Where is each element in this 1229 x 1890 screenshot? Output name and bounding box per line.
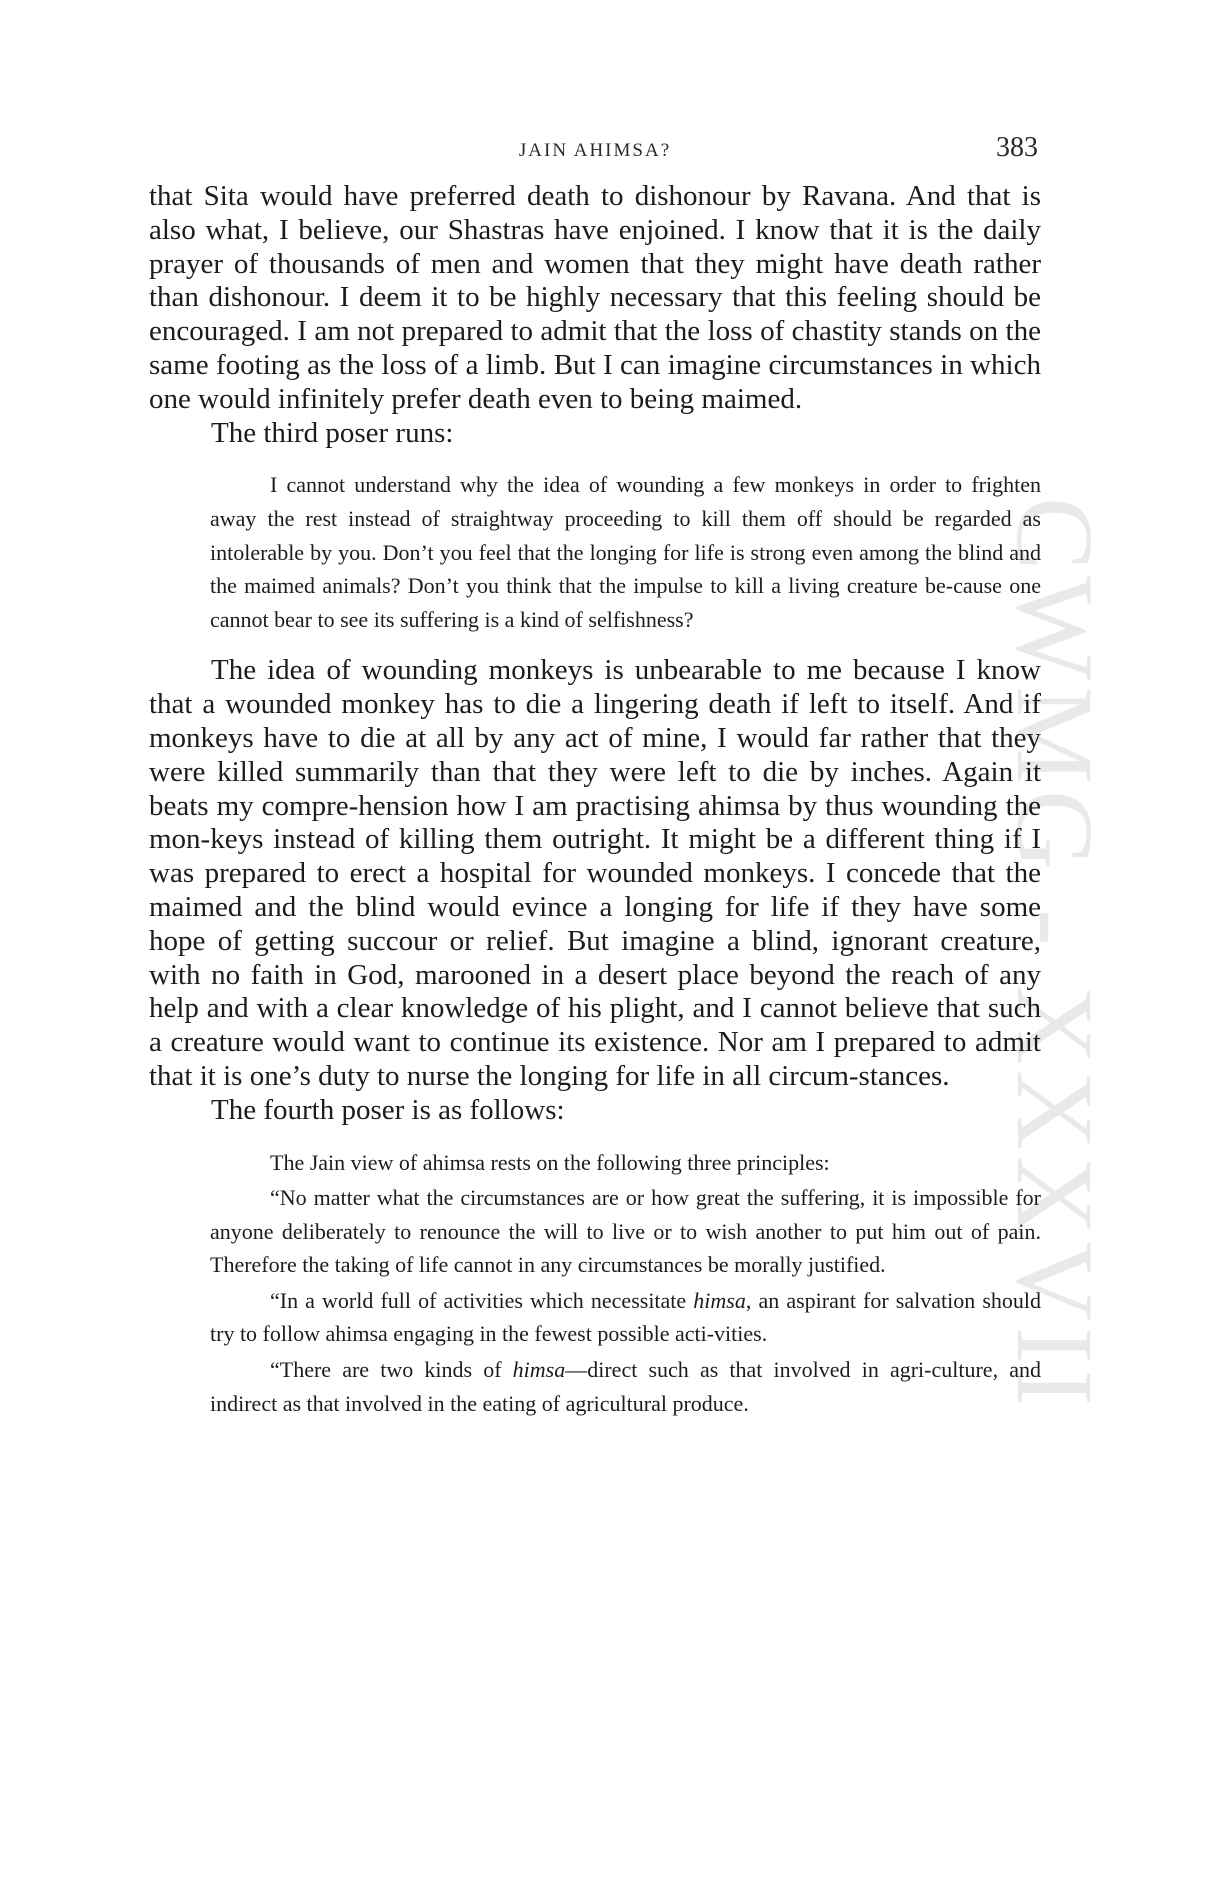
page-header: [150, 132, 1040, 172]
paragraph-continued: that Sita would have preferred death to dishonour by Ravana. And that is also what, I believe, our Shastras have enjoined. I know that it is the daily prayer of thousands of men and women that they might have death rather than dishonour. I deem it to be highly necessary that this feeling should be encouraged. I am not prepared to admit that the loss of chastity stands on the same footing as the loss of a limb. But I can imagine circumstances in which one would infinitely prefer death even to being maimed.: [149, 180, 1041, 415]
quote-principle-two-emphasis: himsa: [693, 1287, 746, 1313]
paragraph-reply-monkeys: The idea of wounding monkeys is unbearable to me because I know that a wounded monkey has to die a lingering death if left to itself. And if monkeys have to die at all by any act of mine, I would far rather that they were killed summarily than that they were left to die by inches. Again it beats my compre-hension how I am practising ahimsa by thus wounding the mon-keys instead of killing them outright. It might be a different thing if I was prepared to erect a hospital for wounded monkeys. I concede that the maimed and the blind would evince a longing for life if they have some hope of getting succour or relief. But imagine a blind, ignorant creature, with no faith in God, marooned in a desert place beyond the reach of any help and with a clear knowledge of his plight, and I cannot believe that such a creature would want to continue its existence. Nor am I prepared to admit that it is one’s duty to nurse the longing for life in all circum-stances.: [149, 654, 1041, 1092]
block-quote-fourth-poser: [149, 1146, 1041, 1421]
body-text: [149, 180, 1041, 1420]
quote-principle-three-end: —direct such as that involved in agri-culture, and indirect as that involved in the eating of agricultural produce.: [210, 1357, 1041, 1416]
paragraph-fourth-poser-intro: The fourth poser is as follows:: [211, 1093, 565, 1126]
quote-principle-three-emphasis: himsa: [512, 1357, 566, 1383]
quote-principle-two: [210, 1284, 1041, 1351]
quote-principle-two-end: , an aspirant for salvation should try to follow ahimsa engaging in the fewest possible acti-vities.: [210, 1287, 1041, 1347]
watermark-text: CWMG - XXXVII: [994, 497, 1116, 1413]
quote-principle-three-start: “There are two kinds of: [270, 1357, 513, 1383]
paragraph-third-poser-intro: The third poser runs:: [211, 416, 454, 449]
quote-principle-three: [210, 1353, 1041, 1420]
running-head: JAIN AHIMSA?: [518, 140, 672, 161]
block-quote-third-poser: I cannot understand why the idea of wounding a few monkeys in order to frighten away the rest instead of straightway proceeding to kill them off should be regarded as intolerable by you. Don’t you feel that the longing for life is strong even among the blind and the maimed animals? Don’t you think that the impulse to kill a living creature be-cause one cannot bear to see its suffering is a kind of selfishness?: [210, 472, 1041, 632]
quote-principle-one: “No matter what the circumstances are or how great the suffering, it is impossible for anyone deliberately to renounce the will to live or to wish another to put him out of pain. Therefore the taking of life cannot in any circumstances be morally justified.: [210, 1185, 1041, 1278]
quote-principle-two-start: “In a world full of activities which necessitate: [270, 1287, 694, 1313]
page-number: 383: [996, 132, 1038, 163]
quote-intro-line: The Jain view of ahimsa rests on the following three principles:: [270, 1149, 830, 1175]
